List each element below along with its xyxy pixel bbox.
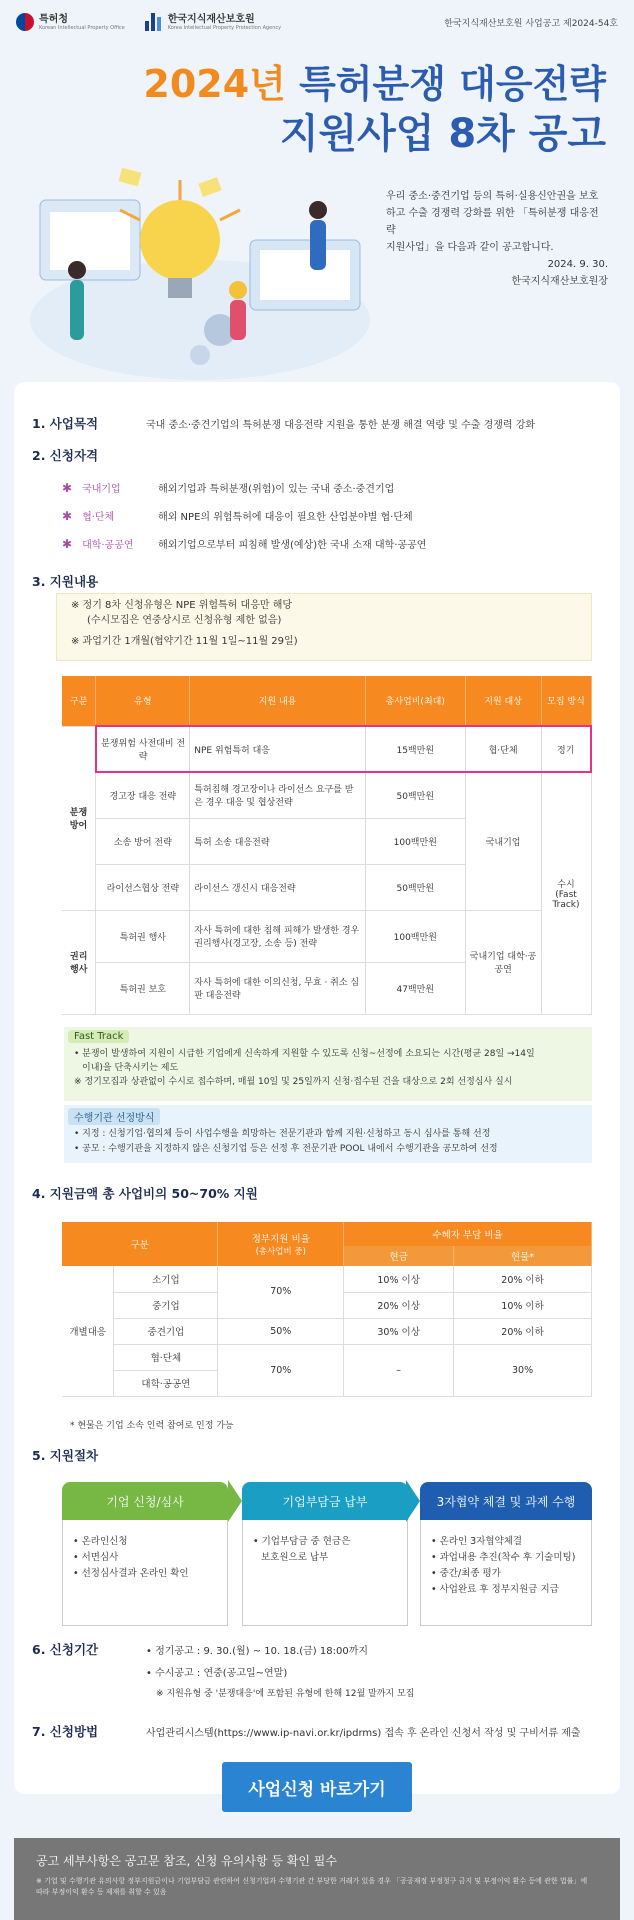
- support-table: [62, 676, 592, 1015]
- period-rolling: • 수시공고 : 연중(공고일~연말): [146, 1668, 288, 1679]
- table-header: 구분: [62, 676, 96, 726]
- cost-cell: 50백만원: [365, 772, 465, 818]
- cash-cell: 20% 이상: [344, 1292, 454, 1318]
- step-item: • 기업부담금 중 현금은: [253, 1536, 351, 1547]
- kind-cell: 30%: [454, 1344, 592, 1396]
- cost-cell: 50백만원: [365, 864, 465, 910]
- step-item: • 온라인신청: [73, 1536, 128, 1547]
- process-step-3: [420, 1482, 592, 1662]
- step-body: [242, 1520, 408, 1626]
- type-cell: 특허권 행사: [96, 910, 190, 962]
- content-cell: 특허침해 경고장이나 라이선스 요구를 받은 경우 대응 및 협상전략: [190, 772, 366, 818]
- step-item: 보호원으로 납부: [261, 1552, 329, 1563]
- notice-number: 한국지식재산보호원 사업공고 제2024-54호: [444, 18, 618, 29]
- eligibility-text: 해외기업과 특허분쟁(위험)이 있는 국내 중소·중견기업: [158, 484, 395, 495]
- intro-signature: 한국지식재산보호원장: [511, 276, 608, 287]
- eligibility-label: 대학·공공연: [82, 540, 134, 551]
- gov-ratio-sub: (총사업비 중): [255, 1247, 306, 1257]
- intro-line-1: 우리 중소·중견기업 등의 특허·실용신안권을 보호: [386, 191, 599, 202]
- intro-date: 2024. 9. 30.: [547, 259, 608, 270]
- gov-ratio-label: 정부지원 비율: [251, 1234, 310, 1245]
- kipo-logo: [16, 13, 125, 31]
- section-5-heading: 5. 지원절차: [32, 1448, 99, 1463]
- step-item: • 서면심사: [73, 1552, 119, 1563]
- eligibility-item: [62, 536, 426, 551]
- method-cell: 정기: [541, 726, 591, 772]
- type-cell: 분쟁위험 사전대비 전략: [96, 726, 190, 772]
- content-cell: NPE 위험특허 대응: [190, 726, 366, 772]
- table-row: [62, 1318, 592, 1344]
- org1-name: 특허청: [39, 13, 68, 25]
- kind-cell: 20% 이하: [454, 1318, 592, 1344]
- category-cell: 대학·공공연: [114, 1370, 218, 1396]
- table-header: 유형: [96, 676, 190, 726]
- group-cell: 개별대응: [62, 1266, 114, 1396]
- intro-text: [386, 188, 608, 290]
- note-line: ※ 과업기간 1개월(협약기간 11월 1일~11월 29일): [71, 636, 298, 647]
- target-cell: 국내기업 대학·공공연: [465, 910, 541, 1014]
- cash-cell: 30% 이상: [344, 1318, 454, 1344]
- cost-cell: 100백만원: [365, 910, 465, 962]
- method-cell: 수시 (Fast Track): [541, 772, 591, 1014]
- funding-table: [62, 1222, 592, 1397]
- footer-main: 공고 세부사항은 공고문 참조, 신청 유의사항 등 확인 필수: [36, 1854, 337, 1868]
- table-header: 총사업비(최대): [365, 676, 465, 726]
- category-cell: 협·단체: [114, 1344, 218, 1370]
- page-title-line1: [0, 58, 634, 110]
- title-part1: 특허분쟁 대응전략: [299, 62, 606, 106]
- eligibility-text: 해외기업으로부터 피침해 발생(예상)한 국내 소재 대학·공공연: [158, 540, 427, 551]
- gov-cell: 50%: [218, 1318, 344, 1344]
- fast-track-text: [74, 1047, 586, 1089]
- content-cell: 라이선스 갱신시 대응전략: [190, 864, 366, 910]
- eligibility-item: [62, 480, 394, 495]
- step-body: [420, 1520, 592, 1626]
- type-cell: 라이선스협상 전략: [96, 864, 190, 910]
- step-arrow-icon: [228, 1480, 242, 1522]
- intro-line-3: 지원사업」을 다음과 같이 공고합니다.: [386, 242, 554, 253]
- step-body: [62, 1520, 228, 1626]
- type-cell: 특허권 보호: [96, 962, 190, 1014]
- note-line: (수시모집은 연중상시로 신청유형 제한 없음): [87, 615, 282, 626]
- note-line: ※ 정기 8차 신청유형은 NPE 위험특허 대응만 해당: [71, 600, 293, 611]
- table-header: 현물*: [454, 1246, 592, 1266]
- table-header: 지원 대상: [465, 676, 541, 726]
- koipa-logo: [145, 13, 281, 31]
- org2-name: 한국지식재산보호원: [167, 13, 255, 25]
- support-notes: [56, 593, 592, 661]
- funding-note: * 현물은 기업 소속 인력 참여로 인정 가능: [70, 1421, 234, 1431]
- table-header: 수혜자 부담 비율: [344, 1222, 592, 1246]
- table-header-row: [62, 676, 591, 726]
- agent-selection-box: [64, 1105, 592, 1163]
- cash-cell: –: [344, 1344, 454, 1396]
- agent-line: • 지정 : 신청기업·협의체 등이 사업수행을 희망하는 전문기관과 함께 지원·신청하고 동시 심사를 통해 선정: [74, 1129, 491, 1139]
- section-7-heading: 7. 신청방법: [32, 1724, 99, 1739]
- table-header: 현금: [344, 1246, 454, 1266]
- footer: [14, 1838, 620, 1920]
- step-title: 3자협약 체결 및 과제 수행: [420, 1482, 592, 1520]
- asterisk-icon: ✱: [62, 509, 73, 523]
- footer-note: ※ 기업 및 수행기관 유의사항 정부지원금이나 기업부담금 관련하여 신청기업과 수행기관 간 부당한 거래가 있을 경우 「공공재정 부정청구 금지 및 부정이익 환수 등에 관한 법률」에 따라 부정이익 환수 등 제재를 취할 수 있음: [36, 1877, 588, 1896]
- process-step-1: [62, 1482, 228, 1662]
- table-row: [62, 1266, 592, 1292]
- step-title: 기업부담금 납부: [242, 1482, 408, 1520]
- step-item: • 선정심사결과 온라인 확인: [73, 1568, 189, 1579]
- fast-track-tag: Fast Track: [68, 1030, 129, 1043]
- kind-cell: 20% 이하: [454, 1266, 592, 1292]
- eligibility-text: 해외 NPE의 위험특허에 대응이 필요한 산업분야별 협·단체: [158, 512, 413, 523]
- gov-cell: 70%: [218, 1344, 344, 1396]
- step-arrow-icon: [406, 1480, 420, 1522]
- step-item: • 온라인 3자협약체결: [431, 1536, 523, 1547]
- table-row: [62, 910, 591, 962]
- bars-icon: [145, 13, 163, 31]
- eligibility-label: 국내기업: [82, 484, 121, 495]
- step-item: • 과업내용 추진(착수 후 기술미팅): [431, 1552, 576, 1563]
- top-bar: [0, 0, 634, 44]
- agent-selection-text: [74, 1127, 498, 1157]
- org1-sub: Korean Intellectual Property Office: [39, 24, 125, 31]
- section-1-heading: 1. 사업목적: [32, 416, 99, 431]
- table-row-highlighted: [62, 726, 591, 772]
- group-cell: 분쟁 방어: [62, 726, 96, 910]
- eligibility-item: [62, 508, 413, 523]
- asterisk-icon: ✱: [62, 481, 73, 495]
- org2-sub: Korea Intellectual Property Protection Agency: [167, 24, 282, 31]
- section-3-heading: 3. 지원내용: [32, 574, 99, 589]
- asterisk-icon: ✱: [62, 537, 73, 551]
- group-cell: 권리 행사: [62, 910, 96, 1014]
- table-header: [218, 1222, 344, 1266]
- title-year: 2024년: [143, 62, 286, 106]
- table-header-row: [62, 1222, 592, 1246]
- fast-track-line: 이내)을 단축시키는 제도: [82, 1063, 179, 1073]
- type-cell: 경고장 대응 전략: [96, 772, 190, 818]
- table-header: 구분: [62, 1222, 218, 1266]
- category-cell: 중기업: [114, 1292, 218, 1318]
- cash-cell: 10% 이상: [344, 1266, 454, 1292]
- agent-line: • 공모 : 수행기관을 지정하지 않은 신청기업 등은 선정 후 전문기관 POOL 내에서 수행기관을 공모하여 선정: [74, 1144, 498, 1154]
- process-step-2: [242, 1482, 408, 1662]
- fast-track-line: • 분쟁이 발생하여 지원이 시급한 기업에게 신속하게 지원할 수 있도록 신청~선정에 소요되는 시간(평균 28일 →14일: [74, 1049, 535, 1059]
- target-cell: 국내기업: [465, 772, 541, 910]
- period-note: ※ 지원유형 중 '분쟁대응'에 포함된 유형에 한해 12월 말까지 모집: [156, 1689, 415, 1699]
- content-cell: 자사 특허에 대한 침해 피해가 발생한 경우 권리행사(경고장, 소송 등) 전략: [190, 910, 366, 962]
- table-header: 모집 방식: [541, 676, 591, 726]
- agent-selection-tag: 수행기관 선정방식: [68, 1108, 160, 1125]
- period-regular: • 정기공고 : 9. 30.(월) ~ 10. 18.(금) 18:00까지: [146, 1646, 369, 1657]
- category-cell: 중견기업: [114, 1318, 218, 1344]
- table-row: [62, 772, 591, 818]
- gov-cell: 70%: [218, 1266, 344, 1318]
- kind-cell: 10% 이하: [454, 1292, 592, 1318]
- cost-cell: 100백만원: [365, 818, 465, 864]
- category-cell: 소기업: [114, 1266, 218, 1292]
- taegeuk-icon: [16, 13, 34, 31]
- table-header: 지원 내용: [190, 676, 366, 726]
- table-row: [62, 1344, 592, 1370]
- eligibility-label: 협·단체: [82, 512, 115, 523]
- page-title-line2: 지원사업 8차 공고: [279, 111, 606, 157]
- section-2-heading: 2. 신청자격: [32, 448, 99, 463]
- section-1-text: 국내 중소·중견기업의 특허분쟁 대응전략 지원을 통한 분쟁 해결 역량 및 수출 경쟁력 강화: [146, 420, 536, 431]
- cost-cell: 15백만원: [365, 726, 465, 772]
- apply-button[interactable]: 사업신청 바로가기: [222, 1762, 412, 1812]
- fast-track-box: [64, 1027, 592, 1101]
- step-item: • 중간/최종 평가: [431, 1568, 501, 1579]
- intro-line-2: 하고 수출 경쟁력 강화를 위한 「특허분쟁 대응전략: [386, 208, 599, 236]
- hero-illustration: [10, 160, 380, 380]
- content-cell: 자사 특허에 대한 이의신청, 무효 · 취소 심판 대응전략: [190, 962, 366, 1014]
- section-4-heading: 4. 지원금액 총 사업비의 50~70% 지원: [32, 1186, 258, 1201]
- type-cell: 소송 방어 전략: [96, 818, 190, 864]
- fast-track-line: ※ 정기모집과 상관없이 수시로 접수하며, 매월 10일 및 25일까지 신청·접수된 건을 대상으로 2회 선정심사 실시: [74, 1077, 513, 1087]
- content-cell: 특허 소송 대응전략: [190, 818, 366, 864]
- apply-method-text: 사업관리시스템(https://www.ip-navi.or.kr/ipdrms) 접속 후 온라인 신청서 작성 및 구비서류 제출: [146, 1728, 581, 1739]
- step-title: 기업 신청/심사: [62, 1482, 228, 1520]
- target-cell: 협·단체: [465, 726, 541, 772]
- cost-cell: 47백만원: [365, 962, 465, 1014]
- section-6-heading: 6. 신청기간: [32, 1642, 99, 1657]
- step-item: • 사업완료 후 정부지원금 지급: [431, 1584, 559, 1595]
